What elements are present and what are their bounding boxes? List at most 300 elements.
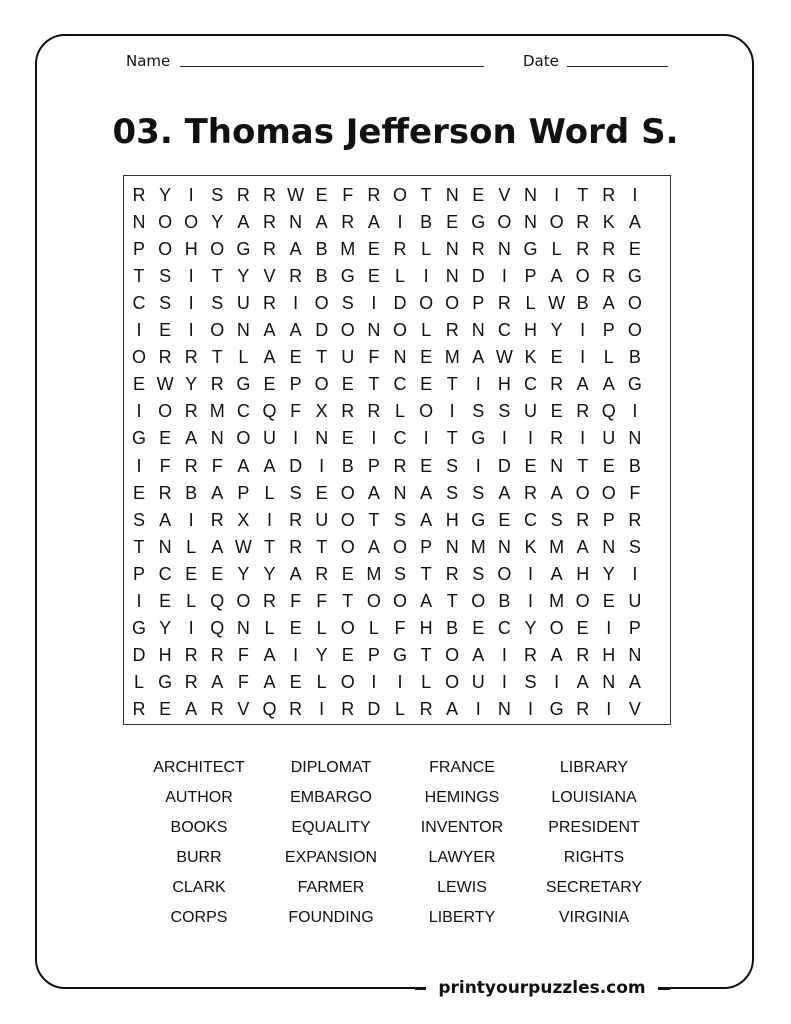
grid-letter: A xyxy=(446,698,459,719)
grid-letter: E xyxy=(602,590,615,611)
grid-letter: R xyxy=(419,698,433,719)
grid-row xyxy=(124,236,672,263)
grid-letter: O xyxy=(445,293,460,314)
grid-letter: O xyxy=(575,266,590,287)
grid-letter: R xyxy=(445,563,459,584)
grid-letter: E xyxy=(420,374,433,395)
grid-letter: R xyxy=(445,320,459,341)
grid-letter: I xyxy=(501,428,507,449)
grid-letter: K xyxy=(524,536,537,557)
grid-letter: M xyxy=(366,563,382,584)
grid-letter: I xyxy=(319,455,325,476)
grid-letter: N xyxy=(524,185,537,205)
grid-letter: T xyxy=(264,536,275,557)
grid-letter: N xyxy=(445,185,459,205)
grid-letter: R xyxy=(263,185,276,205)
grid-letter: I xyxy=(423,428,429,449)
word-list-item: FOUNDING xyxy=(288,909,374,926)
grid-letter: S xyxy=(341,293,354,314)
grid-row xyxy=(124,561,672,588)
grid-letter: L xyxy=(316,671,327,692)
grid-letter: R xyxy=(576,212,590,233)
grid-letter: E xyxy=(159,428,172,449)
grid-letter: E xyxy=(628,239,641,260)
grid-letter: O xyxy=(497,563,512,584)
grid-letter: L xyxy=(525,293,536,314)
grid-letter: E xyxy=(602,455,615,476)
grid-letter: F xyxy=(342,185,354,205)
grid-letter: I xyxy=(136,455,142,476)
grid-letter: O xyxy=(575,482,590,503)
grid-letter: L xyxy=(133,671,144,692)
grid-letter: A xyxy=(289,320,302,341)
grid-letter: L xyxy=(421,239,432,260)
word-list-item: BOOKS xyxy=(170,819,228,836)
grid-letter: E xyxy=(498,509,511,530)
grid-letter: N xyxy=(497,536,511,557)
grid-letter: D xyxy=(497,455,511,476)
grid-letter: N xyxy=(497,698,511,719)
grid-letter: R xyxy=(367,401,381,422)
grid-letter: B xyxy=(628,347,641,368)
grid-letter: C xyxy=(524,374,537,395)
grid-letter: F xyxy=(211,455,223,476)
word-list-item: BURR xyxy=(176,849,222,866)
grid-row xyxy=(124,317,672,344)
grid-letter: E xyxy=(132,374,145,395)
grid-letter: R xyxy=(341,401,355,422)
grid-row xyxy=(124,182,672,209)
grid-letter: N xyxy=(132,212,146,233)
grid-letter: Y xyxy=(315,644,328,665)
grid-letter: O xyxy=(471,590,486,611)
grid-letter: B xyxy=(628,455,641,476)
grid-letter: T xyxy=(446,590,458,611)
grid-letter: T xyxy=(420,185,432,205)
grid-letter: R xyxy=(602,185,616,205)
grid-letter: I xyxy=(475,698,481,719)
grid-letter: S xyxy=(446,482,459,503)
grid-letter: G xyxy=(471,428,486,449)
grid-letter: E xyxy=(341,644,354,665)
grid-letter: L xyxy=(264,617,275,638)
grid-letter: N xyxy=(628,644,642,665)
grid-letter: A xyxy=(576,536,589,557)
grid-letter: E xyxy=(472,185,485,205)
grid-letter: G xyxy=(523,239,538,260)
grid-letter: Y xyxy=(550,320,563,341)
grid-letter: N xyxy=(289,212,303,233)
grid-letter: L xyxy=(421,671,432,692)
word-list-item: PRESIDENT xyxy=(548,819,640,836)
grid-letter: I xyxy=(475,455,481,476)
grid-letter: O xyxy=(392,536,407,557)
grid-letter: R xyxy=(158,482,172,503)
grid-letter: Y xyxy=(263,563,276,584)
name-label: Name xyxy=(126,52,171,70)
grid-letter: C xyxy=(393,428,407,449)
grid-letter: L xyxy=(394,401,405,422)
grid-letter: F xyxy=(237,671,249,692)
grid-letter: A xyxy=(211,671,224,692)
grid-letter: O xyxy=(445,671,460,692)
grid-letter: T xyxy=(316,347,328,368)
grid-letter: S xyxy=(524,671,537,692)
word-list-item: HEMINGS xyxy=(424,789,500,806)
grid-letter: O xyxy=(340,617,355,638)
grid-letter: O xyxy=(340,482,355,503)
grid-letter: D xyxy=(367,698,381,719)
grid-letter: U xyxy=(315,509,329,530)
grid-letter: U xyxy=(602,428,616,449)
grid-letter: E xyxy=(132,482,145,503)
grid-letter: B xyxy=(420,212,433,233)
grid-letter: L xyxy=(186,536,197,557)
grid-letter: S xyxy=(159,293,172,314)
grid-letter: C xyxy=(497,617,511,638)
grid-letter: T xyxy=(577,185,589,205)
word-list-item: RIGHTS xyxy=(563,849,625,866)
grid-letter: O xyxy=(184,212,199,233)
grid-letter: E xyxy=(524,455,537,476)
grid-letter: I xyxy=(371,671,377,692)
grid-letter: R xyxy=(263,293,276,314)
grid-letter: L xyxy=(186,590,197,611)
word-list-item: FRANCE xyxy=(429,759,495,776)
grid-letter: O xyxy=(445,644,460,665)
grid-letter: I xyxy=(136,320,142,341)
grid-row xyxy=(124,263,672,290)
grid-letter: G xyxy=(131,617,146,638)
grid-letter: N xyxy=(628,428,642,449)
grid-letter: O xyxy=(314,293,329,314)
grid-letter: O xyxy=(575,590,590,611)
grid-letter: F xyxy=(368,347,380,368)
grid-letter: E xyxy=(550,347,563,368)
grid-letter: E xyxy=(211,563,224,584)
word-list-item: SECRETARY xyxy=(545,879,643,896)
grid-row xyxy=(124,290,672,317)
grid-letter: V xyxy=(498,185,511,205)
grid-letter: Y xyxy=(185,374,198,395)
grid-letter: D xyxy=(471,266,485,287)
grid-letter: N xyxy=(158,536,172,557)
grid-row xyxy=(124,453,672,480)
grid-letter: I xyxy=(423,266,429,287)
grid-letter: P xyxy=(237,482,250,503)
grid-letter: A xyxy=(550,482,563,503)
grid-letter: V xyxy=(628,698,641,719)
grid-letter: P xyxy=(132,563,145,584)
grid-letter: A xyxy=(550,266,563,287)
grid-letter: I xyxy=(606,617,612,638)
grid-letter: T xyxy=(577,455,589,476)
grid-letter: P xyxy=(367,644,380,665)
grid-letter: F xyxy=(290,590,302,611)
grid-letter: P xyxy=(420,536,433,557)
grid-letter: G xyxy=(549,698,564,719)
grid-row xyxy=(124,507,672,534)
grid-letter: P xyxy=(628,617,641,638)
grid-row xyxy=(124,371,672,398)
grid-letter: I xyxy=(397,671,403,692)
grid-letter: R xyxy=(236,185,250,205)
grid-letter: H xyxy=(445,509,459,530)
grid-letter: I xyxy=(188,509,194,530)
grid-letter: N xyxy=(602,671,616,692)
grid-letter: Y xyxy=(237,563,250,584)
word-list-item: EMBARGO xyxy=(290,789,372,806)
grid-letter: R xyxy=(184,347,198,368)
grid-letter: L xyxy=(551,239,562,260)
grid-letter: E xyxy=(159,698,172,719)
grid-letter: A xyxy=(550,563,563,584)
grid-letter: A xyxy=(185,698,198,719)
grid-letter: R xyxy=(550,374,564,395)
grid-letter: X xyxy=(237,509,250,530)
grid-letter: R xyxy=(263,590,276,611)
grid-letter: N xyxy=(445,536,459,557)
grid-letter: U xyxy=(341,347,355,368)
grid-letter: T xyxy=(316,536,328,557)
grid-letter: P xyxy=(367,455,380,476)
grid-letter: I xyxy=(501,266,507,287)
grid-letter: R xyxy=(367,185,381,205)
grid-letter: S xyxy=(628,536,641,557)
grid-letter: A xyxy=(420,590,433,611)
grid-letter: Q xyxy=(262,698,277,719)
grid-letter: O xyxy=(627,320,642,341)
grid-letter: T xyxy=(446,428,458,449)
grid-letter: E xyxy=(341,563,354,584)
grid-letter: A xyxy=(185,428,198,449)
grid-letter: I xyxy=(188,320,194,341)
word-list-item: CLARK xyxy=(172,879,226,896)
grid-letter: R xyxy=(497,293,511,314)
grid-letter: G xyxy=(627,266,642,287)
grid-letter: A xyxy=(628,671,641,692)
grid-letter: S xyxy=(159,266,172,287)
grid-letter: R xyxy=(576,698,590,719)
grid-letter: I xyxy=(632,401,638,422)
word-list-item: ARCHITECT xyxy=(153,759,245,776)
grid-letter: A xyxy=(237,212,250,233)
grid-letter: F xyxy=(290,401,302,422)
word-list-item: AUTHOR xyxy=(165,789,233,806)
grid-letter: N xyxy=(471,320,485,341)
grid-letter: M xyxy=(470,536,486,557)
grid-letter: C xyxy=(236,401,250,422)
grid-letter: B xyxy=(315,266,328,287)
word-list-item: FARMER xyxy=(297,879,365,896)
grid-letter: N xyxy=(236,320,250,341)
grid-letter: S xyxy=(289,482,302,503)
date-label: Date xyxy=(523,52,559,70)
grid-letter: O xyxy=(497,212,512,233)
grid-letter: I xyxy=(632,185,638,205)
grid-row xyxy=(124,534,672,561)
grid-letter: O xyxy=(158,401,173,422)
grid-letter: S xyxy=(393,509,406,530)
grid-letter: R xyxy=(184,401,198,422)
grid-letter: O xyxy=(210,239,225,260)
grid-letter: I xyxy=(136,401,142,422)
grid-letter: R xyxy=(602,266,616,287)
grid-letter: G xyxy=(131,428,146,449)
grid-letter: Y xyxy=(524,617,537,638)
grid-letter: D xyxy=(393,293,407,314)
grid-letter: A xyxy=(602,293,615,314)
grid-letter: R xyxy=(289,509,303,530)
grid-letter: E xyxy=(420,455,433,476)
grid-row xyxy=(124,425,672,452)
word-list-item: CORPS xyxy=(170,909,228,926)
grid-letter: E xyxy=(159,320,172,341)
grid-letter: A xyxy=(628,212,641,233)
grid-letter: A xyxy=(576,374,589,395)
footer-site: printyourpuzzles.com xyxy=(426,976,658,1000)
grid-letter: U xyxy=(628,590,642,611)
grid-letter: M xyxy=(340,239,356,260)
grid-letter: E xyxy=(420,347,433,368)
grid-letter: E xyxy=(315,185,328,205)
word-list-item: LEWIS xyxy=(437,879,487,896)
grid-letter: R xyxy=(263,239,276,260)
grid-row xyxy=(124,344,672,371)
grid-letter: E xyxy=(263,374,276,395)
grid-letter: A xyxy=(159,509,172,530)
grid-letter: T xyxy=(368,509,380,530)
grid-letter: G xyxy=(158,671,173,692)
grid-letter: E xyxy=(446,212,459,233)
grid-letter: F xyxy=(237,644,249,665)
grid-letter: I xyxy=(606,698,612,719)
grid-letter: N xyxy=(602,536,616,557)
grid-letter: T xyxy=(211,347,223,368)
grid-letter: N xyxy=(210,428,224,449)
grid-letter: C xyxy=(524,509,537,530)
grid-letter: A xyxy=(602,374,615,395)
word-list-item: EXPANSION xyxy=(284,849,378,866)
grid-letter: C xyxy=(158,563,172,584)
grid-letter: Y xyxy=(159,185,172,205)
grid-letter: O xyxy=(419,401,434,422)
grid-letter: T xyxy=(211,266,223,287)
grid-letter: R xyxy=(524,644,537,665)
grid-letter: O xyxy=(314,374,329,395)
grid-letter: R xyxy=(132,698,146,719)
grid-letter: L xyxy=(368,617,379,638)
grid-letter: H xyxy=(497,374,511,395)
grid-letter: D xyxy=(289,455,303,476)
grid-letter: O xyxy=(340,320,355,341)
grid-letter: L xyxy=(421,320,432,341)
grid-letter: I xyxy=(580,320,586,341)
grid-letter: A xyxy=(550,644,563,665)
grid-letter: R xyxy=(393,239,407,260)
grid-letter: I xyxy=(632,563,638,584)
grid-letter: O xyxy=(392,320,407,341)
grid-letter: I xyxy=(188,617,194,638)
grid-letter: X xyxy=(315,401,328,422)
grid-letter: R xyxy=(210,509,224,530)
grid-letter: H xyxy=(184,239,198,260)
grid-letter: A xyxy=(263,320,276,341)
grid-letter: N xyxy=(550,455,564,476)
grid-letter: O xyxy=(236,590,251,611)
grid-letter: V xyxy=(237,698,250,719)
grid-letter: N xyxy=(393,347,407,368)
grid-letter: C xyxy=(497,320,511,341)
grid-letter: O xyxy=(392,590,407,611)
grid-letter: R xyxy=(184,671,198,692)
grid-letter: T xyxy=(420,563,432,584)
grid-letter: L xyxy=(316,617,327,638)
grid-letter: I xyxy=(397,212,403,233)
grid-letter: A xyxy=(472,644,485,665)
grid-letter: M xyxy=(209,401,225,422)
grid-letter: E xyxy=(341,374,354,395)
grid-letter: U xyxy=(524,401,537,422)
grid-letter: P xyxy=(132,239,145,260)
grid-letter: R xyxy=(576,239,590,260)
grid-letter: H xyxy=(602,644,616,665)
grid-letter: O xyxy=(131,347,146,368)
page-title: 03. Thomas Jefferson Word S. xyxy=(112,112,679,152)
grid-letter: I xyxy=(501,671,507,692)
grid-letter: R xyxy=(471,239,485,260)
grid-letter: S xyxy=(393,563,406,584)
grid-letter: I xyxy=(554,671,560,692)
grid-row xyxy=(124,696,672,723)
grid-letter: R xyxy=(289,536,303,557)
grid-letter: G xyxy=(471,212,486,233)
name-line xyxy=(180,66,484,67)
grid-letter: O xyxy=(340,671,355,692)
grid-letter: E xyxy=(289,671,302,692)
grid-letter: F xyxy=(316,590,328,611)
grid-letter: I xyxy=(501,644,507,665)
grid-letter: I xyxy=(371,293,377,314)
grid-letter: A xyxy=(367,212,380,233)
grid-letter: A xyxy=(472,347,485,368)
grid-letter: R xyxy=(289,698,303,719)
grid-letter: I xyxy=(293,293,299,314)
grid-letter: A xyxy=(576,671,589,692)
grid-letter: O xyxy=(601,482,616,503)
grid-letter: F xyxy=(629,482,641,503)
grid-letter: D xyxy=(315,320,329,341)
grid-letter: L xyxy=(603,347,614,368)
grid-letter: R xyxy=(210,644,224,665)
grid-letter: P xyxy=(289,374,302,395)
grid-letter: Q xyxy=(210,617,225,638)
grid-letter: A xyxy=(211,482,224,503)
grid-letter: S xyxy=(472,563,485,584)
grid-letter: A xyxy=(263,455,276,476)
grid-letter: S xyxy=(498,401,511,422)
grid-letter: W xyxy=(287,185,305,205)
grid-letter: F xyxy=(159,455,171,476)
grid-letter: I xyxy=(475,374,481,395)
grid-letter: T xyxy=(133,536,145,557)
grid-letter: I xyxy=(449,401,455,422)
grid-letter: A xyxy=(315,212,328,233)
word-list-item: LOUISIANA xyxy=(551,789,637,806)
grid-letter: U xyxy=(236,293,250,314)
grid-letter: H xyxy=(158,644,172,665)
grid-letter: M xyxy=(549,590,565,611)
